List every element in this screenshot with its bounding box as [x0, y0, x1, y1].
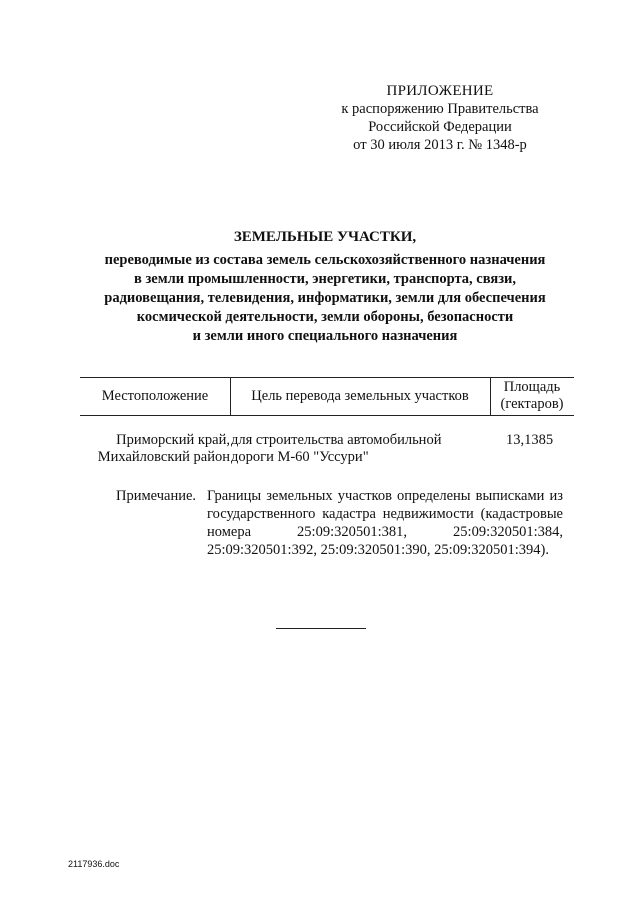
note-label: Примечание.: [116, 488, 197, 504]
table-top-border: [80, 377, 574, 378]
title-line-1: переводимые из состава земель сельскохозяйственного назначения: [104, 252, 546, 268]
title-line-5: и земли иного специального назначения: [192, 328, 458, 344]
document-title: [60, 228, 590, 346]
appendix-line-2: Российской Федерации: [368, 119, 512, 135]
title-line-3: радиовещания, телевидения, информатики, земли для обеспечения: [104, 290, 546, 306]
appendix-label: ПРИЛОЖЕНИЕ: [386, 83, 494, 99]
row-purpose: [231, 432, 486, 466]
header-area-line-2: (гектаров): [500, 396, 564, 412]
header-purpose: Цель перевода земельных участков: [251, 388, 469, 404]
closing-rule: [276, 628, 366, 629]
appendix-line-3: от 30 июля 2013 г. № 1348-р: [353, 137, 527, 153]
row-location-line-1: Приморский край,: [116, 432, 230, 448]
row-location-line-2: Михайловский район: [97, 449, 230, 465]
row-area: 13,1385: [506, 432, 554, 448]
table-header-bottom-border: [80, 415, 574, 416]
appendix-line-1: к распоряжению Правительства: [341, 101, 539, 117]
title-line-2: в земли промышленности, энергетики, транспорта, связи,: [133, 271, 517, 287]
footer-doc-id: 2117936.doc: [68, 859, 120, 869]
header-area: [490, 379, 574, 413]
header-area-line-1: Площадь: [503, 379, 561, 395]
title-main: ЗЕМЕЛЬНЫЕ УЧАСТКИ,: [233, 229, 417, 245]
row-purpose-line-1: для строительства автомобильной: [231, 432, 442, 448]
appendix-header: [340, 82, 540, 154]
note-text: Границы земельных участков определены выписками из государственного кадастра недвижимости (кадастровые номера 25:09:320501:381, 25:09:320501:384, 25:09:320501:392, 25:09:320501:390, 25:09:320501:394).: [207, 488, 563, 558]
row-location: [80, 432, 230, 466]
title-line-4: космической деятельности, земли обороны, безопасности: [136, 309, 514, 325]
row-purpose-line-2: дороги М-60 "Уссури": [231, 449, 369, 465]
header-location: Местоположение: [101, 388, 209, 404]
